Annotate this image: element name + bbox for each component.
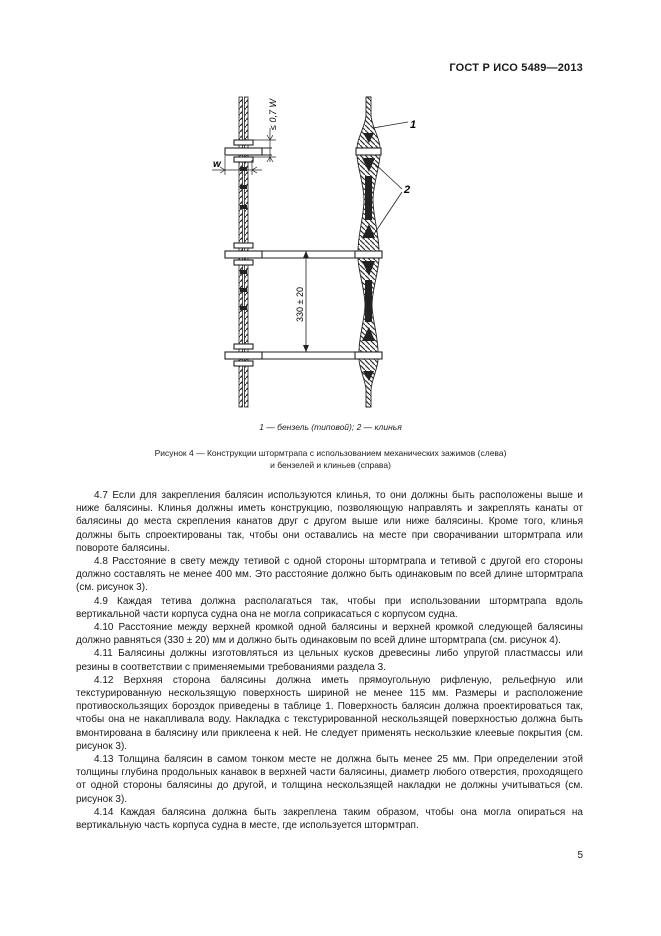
paragraph-4-12: 4.12 Верхняя сторона балясины должна иметь прямоугольную рифленую, рельефную или текстурированную нескользящую поверхность шириной не менее 115 мм. Размеры и расположение противоскользящих бороздок приведены в таблице 1. Поверхность балясин должна проектироваться так, чтобы она не накапливала воду. Накладка с текстурированной нескользящей поверхностью должна быть вмонтирована в балясину или приклеена к ней. Не следует применять нескользкие клеевые покрытия (см. рисунок 3).	[76, 674, 583, 752]
callout-2: 2	[404, 184, 411, 196]
paragraph-4-9: 4.9 Каждая тетива должна располагаться так, чтобы при использовании штормтрапа вдоль вертикальной части корпуса судна она не могла соприкасаться с корпусом судна.	[76, 595, 583, 620]
label-dimension: 330 ± 20	[295, 287, 305, 322]
page-number: 5	[577, 850, 583, 861]
ladder-figure	[0, 0, 661, 420]
paragraph-4-7: 4.7 Если для закрепления балясин используются клинья, то они должны быть расположены выше и ниже балясины. Клинья должны иметь конструкцию, позволяющую направлять и закреплять канаты от балясины до места скрепления канатов друг с другом выше или ниже балясины. Кроме того, клинья должны быть спроектированы так, чтобы они оставались на месте при сворачивании штормтрапа или повороте балясины.	[76, 490, 583, 554]
left-ladder	[212, 97, 375, 407]
paragraph-4-14: 4.14 Каждая балясина должна быть закреплена таким образом, чтобы она могла опираться на вертикальную часть корпуса судна в месте, где используется штормтрап.	[76, 806, 583, 832]
right-ladder	[355, 97, 416, 407]
document-header: ГОСТ Р ИСО 5489—2013	[449, 62, 583, 74]
figure-caption-line2: и бензелей и клиньев (справа)	[270, 460, 391, 470]
paragraph-4-10: 4.10 Расстояние между верхней кромкой одной балясины и верхней кромкой следующей балясины должно равняться (330 ± 20) мм и должно быть одинаковым по всей длине штормтрапа (см. рисунок 4).	[76, 622, 583, 647]
callout-1: 1	[410, 119, 417, 131]
body-text	[76, 489, 583, 832]
label-07w: ≤ 0,7 W	[268, 99, 278, 130]
figure-legend: 1 — бензель (типовой); 2 — клинья	[259, 422, 402, 432]
paragraph-4-11: 4.11 Балясины должны изготовляться из цельных кусков древесины либо упругой пластмассы или резины в соответствии с применяемыми требованиями раздела 3.	[76, 648, 583, 673]
label-w: w	[213, 159, 221, 170]
figure-caption-line1: Рисунок 4 — Конструкции штормтрапа с использованием механических зажимов (слева)	[154, 448, 507, 458]
paragraph-4-13: 4.13 Толщина балясин в самом тонком месте не должна быть менее 25 мм. При определении этой толщины глубина продольных канавок в верхней части балясины, диаметр любого отверстия, проходящего от одной стороны балясины до другой, и толщина нескользящей накладки не должны учитываться (см. рисунок 3).	[76, 754, 583, 805]
paragraph-4-8: 4.8 Расстояние в свету между тетивой с одной стороны штормтрапа и тетивой с другой его стороны должно составлять не менее 400 мм. Это расстояние должно быть одинаковым по всей длине штормтрапа (см. рисунок 3).	[76, 556, 583, 594]
